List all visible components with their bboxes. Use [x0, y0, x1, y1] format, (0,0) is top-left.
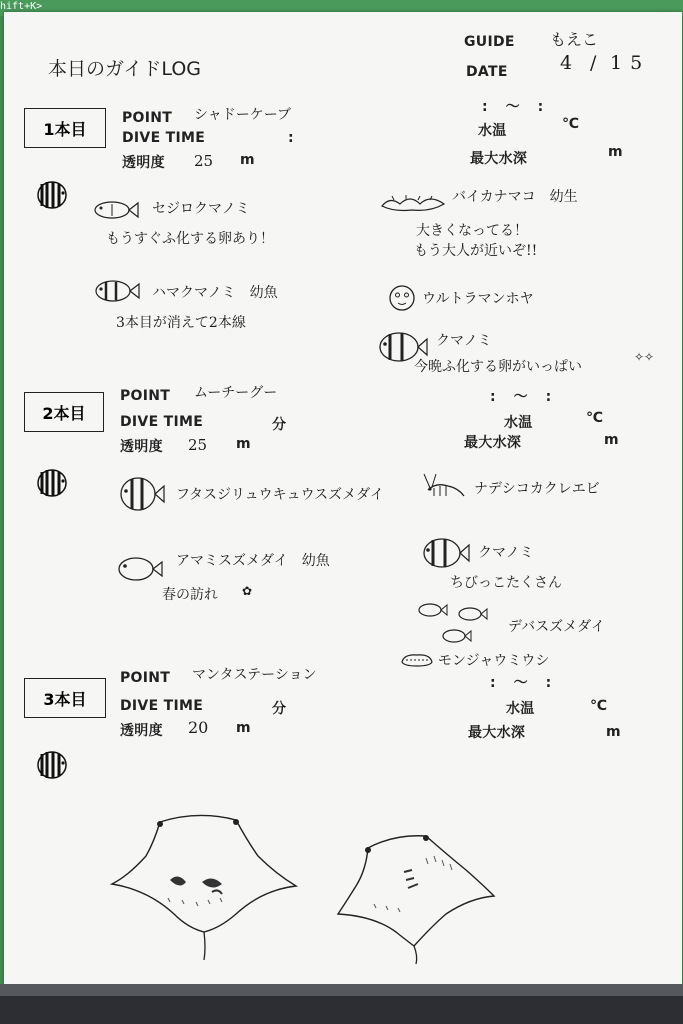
dive-1-badge: 1本目: [24, 108, 106, 148]
fish-sketch-icon: [92, 198, 140, 222]
creature-note: 大きくなってる！: [416, 223, 528, 239]
creature-name: ウルトラマンホヤ: [422, 291, 534, 307]
dive-3-visibility-value: 20: [188, 718, 209, 737]
chromis-school-sketch-icon: [416, 600, 500, 650]
shrimp-sketch-icon: [422, 472, 468, 502]
date-day: 15: [610, 52, 651, 74]
dive-2-dive-time-label: DIVE TIME: [120, 414, 204, 430]
guide-value: もえこ: [550, 30, 599, 49]
dive-1-visibility-value: 25: [194, 152, 214, 170]
dive-1-max-depth-label: 最大水深: [470, 151, 528, 167]
dive-1-point-value: シャドーケーブ: [194, 107, 292, 123]
ultraman-sea-squirt-icon: [388, 284, 416, 312]
creature-note: もうすぐふ化する卵あり！: [106, 231, 274, 247]
manta-ray-icon: [108, 802, 300, 962]
date-month: 4: [560, 52, 581, 74]
dive-3-dive-time-label: DIVE TIME: [120, 698, 204, 714]
creature-name: セジロクマノミ: [152, 201, 250, 217]
creature-name: デバスズメダイ: [508, 619, 605, 635]
sparkle-icon: ✧✧: [634, 350, 655, 364]
dive-1-dive-time-value: :: [288, 130, 294, 146]
dive-3-max-depth-label: 最大水深: [468, 725, 526, 741]
dive-log-sheet: [4, 12, 682, 984]
dive-2-max-depth-unit: m: [604, 432, 619, 448]
creature-note: ちびっこたくさん: [450, 575, 562, 591]
creature-name: モンジャウミウシ: [438, 653, 550, 669]
butterflyfish-icon: [36, 750, 68, 780]
dive-2-water-temp-label: 水温: [504, 415, 533, 431]
nudibranch-sketch-icon: [400, 652, 434, 668]
creature-note: 春の訪れ: [162, 587, 218, 603]
flower-icon: ✿: [242, 584, 253, 598]
butterflyfish-icon: [36, 180, 68, 210]
dive-3-water-temp-unit: ℃: [590, 698, 608, 714]
creature-name: ハマクマノミ 幼魚: [152, 285, 278, 301]
creature-note: 今晩ふ化する卵がいっぱい: [414, 359, 582, 375]
dive-2-water-temp-unit: ℃: [586, 410, 604, 426]
dive-1-water-temp-label: 水温: [478, 123, 507, 139]
fish-sketch-icon: [116, 554, 164, 584]
dive-3-time-range: : ～ :: [490, 675, 554, 691]
dive-3-visibility-unit: m: [236, 720, 251, 736]
butterflyfish-icon: [36, 468, 68, 498]
dive-2-time-range: : ～ :: [490, 389, 554, 405]
dive-2-dive-time-unit: 分: [272, 417, 287, 433]
desk-background: [0, 984, 683, 1024]
guide-label: GUIDE: [464, 34, 515, 50]
paper-shadow: [0, 984, 683, 996]
dive-2-point-label: POINT: [120, 388, 171, 404]
dive-3-water-temp-label: 水温: [506, 701, 535, 717]
dive-3-visibility-label: 透明度: [120, 723, 163, 739]
damselfish-sketch-icon: [118, 474, 166, 514]
dive-2-visibility-label: 透明度: [120, 439, 163, 455]
creature-name: クマノミ: [436, 333, 492, 349]
date-separator: /: [590, 52, 605, 74]
shortcut-hint: hift+K>: [0, 1, 43, 12]
sea-cucumber-sketch-icon: [380, 192, 446, 214]
dive-3-point-value: マンタステーション: [192, 667, 317, 683]
manta-ray-icon: [334, 796, 506, 966]
creature-name: アマミスズメダイ 幼魚: [176, 553, 330, 569]
dive-3-badge: 3本目: [24, 678, 106, 718]
dive-1-visibility-unit: m: [240, 152, 255, 168]
dive-1-point-label: POINT: [122, 110, 173, 126]
dive-2-visibility-unit: m: [236, 436, 251, 452]
dive-3-point-label: POINT: [120, 670, 171, 686]
dive-2-point-value: ムーチーグー: [194, 385, 278, 401]
creature-note: 3本目が消えて2本線: [116, 315, 246, 331]
dive-1-max-depth-unit: m: [608, 144, 623, 160]
dive-1-water-temp-unit: ℃: [562, 116, 580, 132]
date-label: DATE: [466, 64, 508, 80]
creature-name: バイカナマコ 幼生: [452, 189, 578, 205]
page-title: 本日のガイドLOG: [48, 58, 202, 80]
dive-2-badge: 2本目: [24, 392, 104, 432]
anemonefish-sketch-icon: [94, 278, 140, 304]
creature-note: もう大人が近いぞ!!: [414, 243, 538, 259]
creature-name: フタスジリュウキュウスズメダイ: [176, 487, 384, 503]
dive-2-visibility-value: 25: [188, 436, 208, 454]
dive-3-max-depth-unit: m: [606, 724, 621, 740]
dive-3-dive-time-unit: 分: [272, 701, 287, 717]
anemonefish-sketch-icon: [422, 536, 470, 570]
dive-1-time-range: : ～ :: [482, 99, 546, 115]
creature-name: クマノミ: [478, 545, 534, 561]
creature-name: ナデシコカクレエビ: [474, 481, 600, 497]
dive-1-dive-time-label: DIVE TIME: [122, 130, 206, 146]
dive-2-max-depth-label: 最大水深: [464, 435, 522, 451]
dive-1-visibility-label: 透明度: [122, 155, 165, 171]
